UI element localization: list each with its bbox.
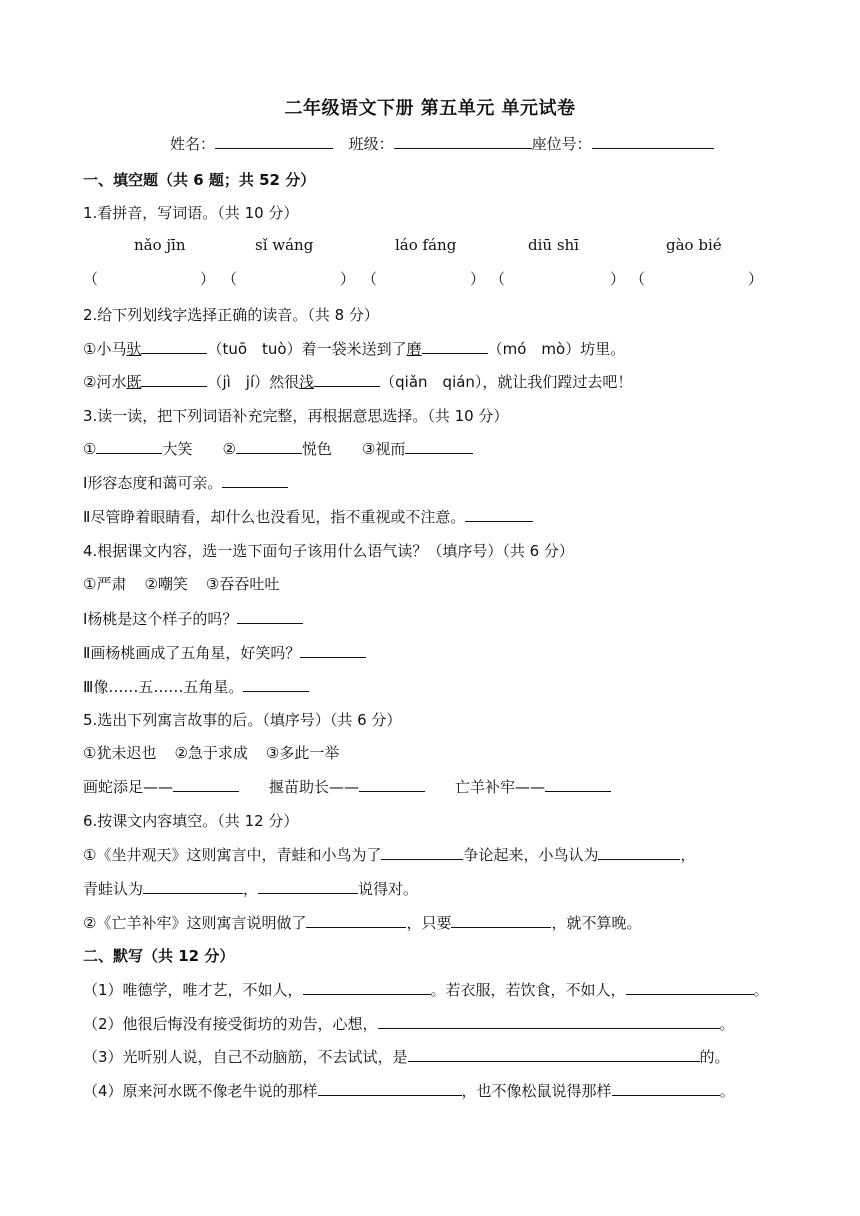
d1-blank-2[interactable]: [626, 980, 754, 995]
q5-option-1: ①犹未迟也: [83, 744, 157, 762]
q4-sentence-2-text: Ⅱ画杨桃画成了五角星，好笑吗？: [83, 644, 301, 662]
section-1-heading: 一、填空题（共 6 题；共 52 分）: [83, 171, 316, 189]
d2-blank-1[interactable]: [378, 1014, 720, 1029]
q2-underlined-char-2: 磨: [406, 340, 422, 358]
answer-paren-1-right: ）: [200, 270, 216, 288]
q6-blank-4[interactable]: [258, 879, 358, 894]
q3-opt2-num: ②: [222, 440, 236, 458]
name-blank[interactable]: [215, 134, 333, 149]
q2-l2-text-a: ②河水: [83, 373, 127, 391]
q5-option-3: ③多此一举: [265, 744, 340, 762]
question-5-text: 5.选出下列寓言故事的后。（填序号）（共 6 分）: [83, 711, 402, 729]
question-4-sentence-1: [83, 609, 303, 629]
q4-option-2: ②嘲笑: [144, 575, 188, 593]
d1-text-b: 。若衣服，若饮食，不如人，: [430, 981, 626, 999]
q5-blank-3[interactable]: [545, 777, 611, 792]
q5-idiom-2: 揠苗助长——: [269, 778, 360, 796]
q6-l2-text-a: 青蛙认为: [83, 880, 144, 898]
q2-blank-3[interactable]: [141, 372, 207, 387]
question-5-options: [83, 743, 339, 763]
q5-idiom-3: 亡羊补牢——: [455, 778, 546, 796]
q6-blank-6[interactable]: [451, 913, 551, 928]
d1-text-a: （1）唯德学，唯才艺，不如人，: [83, 981, 303, 999]
seat-blank[interactable]: [592, 134, 714, 149]
q2-l1-text-c: （mó mò）坊里。: [487, 340, 626, 358]
q3-blank-5[interactable]: [465, 507, 533, 522]
answer-paren-5-right: ）: [748, 270, 764, 288]
q3-blank-3[interactable]: [405, 439, 473, 454]
q6-blank-5[interactable]: [306, 913, 406, 928]
d1-blank-1[interactable]: [303, 980, 431, 995]
question-4-sentence-3: [83, 677, 309, 697]
q4-blank-3[interactable]: [243, 677, 309, 692]
q6-blank-3[interactable]: [143, 879, 243, 894]
pinyin-1: nǎo jīn: [134, 236, 186, 254]
q6-l1-text-c: ，: [680, 846, 696, 864]
q4-option-3: ③吞吞吐吐: [205, 575, 280, 593]
d3-text-b: 的。: [699, 1048, 730, 1066]
d4-blank-1[interactable]: [318, 1081, 462, 1096]
question-2-text: 2.给下列划线字选择正确的读音。（共 8 分）: [83, 306, 379, 324]
d3-blank-1[interactable]: [408, 1047, 700, 1062]
q6-l1-text-b: 争论起来，小鸟认为: [463, 846, 599, 864]
q3-blank-1[interactable]: [96, 439, 162, 454]
q4-option-1: ①严肃: [83, 575, 127, 593]
question-1-text: 1.看拼音，写词语。（共 10 分）: [83, 204, 299, 222]
question-6-text: 6.按课文内容填空。（共 12 分）: [83, 812, 299, 830]
question-2-line-2: [83, 372, 632, 392]
q2-l1-text-a: ①小马: [83, 340, 127, 358]
q3-opt3-text: ③视而: [361, 440, 406, 458]
answer-paren-4-left: （: [490, 270, 506, 288]
q5-idiom-1: 画蛇添足——: [83, 778, 174, 796]
question-4-text: 4.根据课文内容，选一选下面句子该用什么语气读？（填序号）（共 6 分）: [83, 542, 574, 560]
question-3-meaning-1: [83, 473, 288, 493]
q4-blank-2[interactable]: [300, 643, 366, 658]
q5-blank-1[interactable]: [173, 777, 239, 792]
q2-underlined-char-4: 浅: [299, 373, 315, 391]
q4-blank-1[interactable]: [237, 609, 303, 624]
q3-opt1-num: ①: [83, 440, 97, 458]
class-blank[interactable]: [394, 134, 532, 149]
d2-text-a: （2）他很后悔没有接受街坊的劝告，心想，: [83, 1015, 378, 1033]
q5-blank-2[interactable]: [359, 777, 425, 792]
q3-opt2-text: 悦色: [301, 440, 332, 458]
pinyin-4: diū shī: [528, 236, 579, 254]
question-4-sentence-2: [83, 643, 366, 663]
answer-paren-2-left: （: [222, 270, 238, 288]
q3-blank-4[interactable]: [222, 473, 288, 488]
q2-l2-text-b: （jì jí）然很: [207, 373, 300, 391]
q4-sentence-1-text: Ⅰ杨桃是这个样子的吗？: [83, 610, 238, 628]
d4-text-c: 。: [719, 1082, 735, 1100]
pinyin-5: gào bié: [666, 236, 722, 254]
q3-meaning-2-text: Ⅱ尽管睁着眼睛看，却什么也没看见，指不重视或不注意。: [83, 508, 466, 526]
q6-l3-text-c: ，就不算晚。: [551, 914, 642, 932]
answer-paren-1-left: （: [83, 270, 99, 288]
d4-text-a: （4）原来河水既不像老牛说的那样: [83, 1082, 318, 1100]
question-6-line-1: [83, 845, 695, 865]
pinyin-2: sǐ wáng: [255, 236, 314, 254]
q3-meaning-1-text: Ⅰ形容态度和蔼可亲。: [83, 474, 223, 492]
answer-paren-3-left: （: [362, 270, 378, 288]
q3-opt1-text: 大笑: [162, 440, 193, 458]
section-2-heading: 二、默写（共 12 分）: [83, 947, 235, 965]
dictation-line-4: [83, 1081, 735, 1101]
q5-option-2: ②急于求成: [174, 744, 248, 762]
q6-l3-text-a: ②《亡羊补牢》这则寓言说明做了: [83, 914, 307, 932]
q2-l2-text-c: （qiǎn qián），就让我们蹚过去吧！: [380, 373, 633, 391]
question-3-meaning-2: [83, 507, 533, 527]
q6-l2-text-c: 说得对。: [358, 880, 419, 898]
seat-label: 座位号：: [531, 135, 592, 153]
student-info-row: [170, 134, 714, 154]
question-3-options: [83, 439, 473, 459]
pinyin-3: láo fáng: [395, 236, 457, 254]
d1-text-c: 。: [753, 981, 769, 999]
question-5-pairs: [83, 777, 611, 797]
q2-blank-2[interactable]: [422, 339, 488, 354]
d4-text-b: ，也不像松鼠说得那样: [461, 1082, 612, 1100]
question-3-text: 3.读一读，把下列词语补充完整，再根据意思选择。（共 10 分）: [83, 407, 509, 425]
answer-paren-2-right: ）: [340, 270, 356, 288]
d4-blank-2[interactable]: [612, 1081, 720, 1096]
q2-l1-text-b: （tuō tuò）着一袋米送到了: [207, 340, 407, 358]
q6-l3-text-b: ，只要: [406, 914, 452, 932]
q4-sentence-3-text: Ⅲ像……五……五角星。: [83, 678, 244, 696]
d2-text-b: 。: [719, 1015, 735, 1033]
class-label: 班级：: [348, 135, 394, 153]
question-6-line-2: [83, 879, 418, 899]
q6-blank-2[interactable]: [598, 845, 680, 860]
q2-blank-1[interactable]: [141, 339, 207, 354]
q3-blank-2[interactable]: [236, 439, 302, 454]
dictation-line-3: [83, 1047, 730, 1067]
question-2-line-1: [83, 339, 625, 359]
dictation-line-1: [83, 980, 769, 1000]
name-label: 姓名：: [170, 135, 216, 153]
question-6-line-3: [83, 913, 641, 933]
q2-underlined-char-3: 既: [126, 373, 142, 391]
question-4-options: [83, 574, 279, 594]
q6-blank-1[interactable]: [381, 845, 463, 860]
q2-blank-4[interactable]: [314, 372, 380, 387]
answer-paren-4-right: ）: [610, 270, 626, 288]
answer-paren-5-left: （: [630, 270, 646, 288]
page-title: 二年级语文下册 第五单元 单元试卷: [284, 98, 576, 119]
q6-l2-text-b: ，: [243, 880, 259, 898]
answer-paren-3-right: ）: [470, 270, 486, 288]
dictation-line-2: [83, 1014, 735, 1034]
d3-text-a: （3）光听别人说，自己不动脑筋，不去试试，是: [83, 1048, 408, 1066]
q6-l1-text-a: ①《坐井观天》这则寓言中，青蛙和小鸟为了: [83, 846, 382, 864]
q2-underlined-char-1: 驮: [126, 340, 142, 358]
